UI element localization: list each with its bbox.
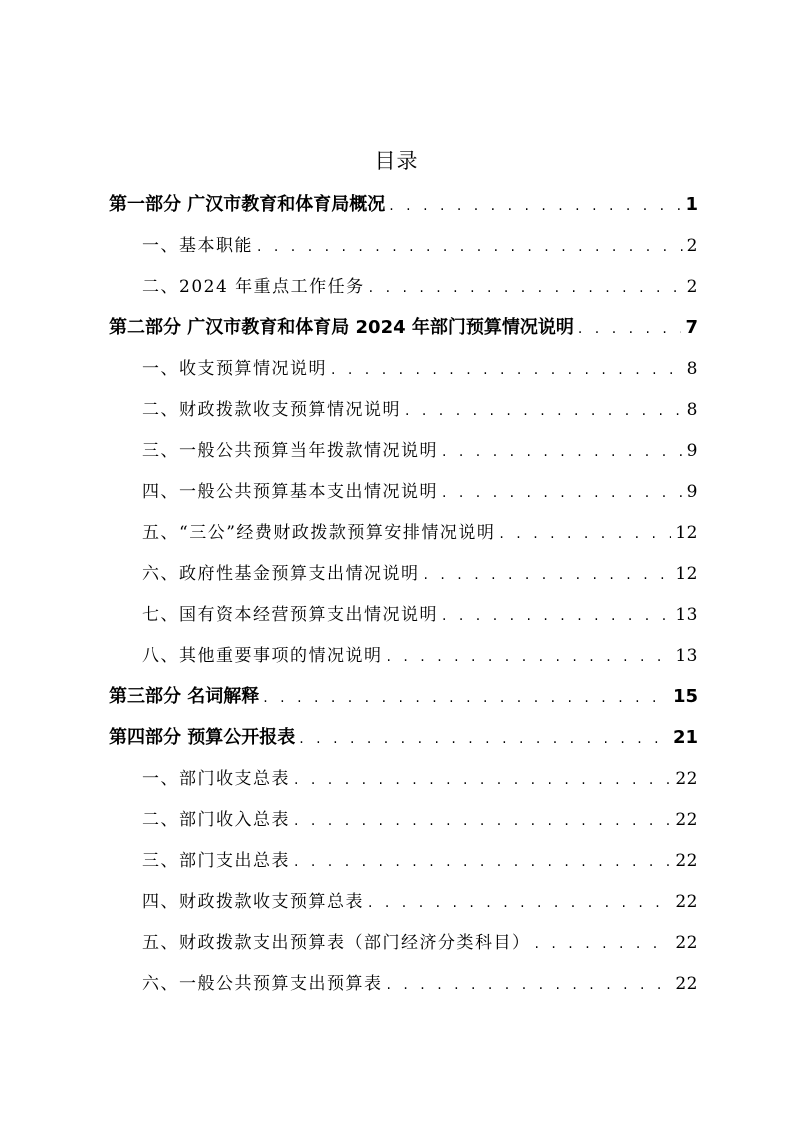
toc-entry-section[interactable] xyxy=(142,518,698,548)
toc-page-number: 13 xyxy=(675,646,698,666)
dot-leader xyxy=(389,191,681,221)
toc-page-number: 21 xyxy=(672,727,698,748)
toc-entry-label: 二、2024 年重点工作任务 xyxy=(142,277,365,297)
toc-entry-label: 一、收支预算情况说明 xyxy=(142,359,327,379)
toc-entry-section[interactable] xyxy=(142,969,698,999)
toc-entry-label: 三、一般公共预算当年拨款情况说明 xyxy=(142,441,438,461)
toc-page-number: 22 xyxy=(675,769,698,789)
toc-entry-section[interactable] xyxy=(142,395,698,425)
toc-entry-label: 六、一般公共预算支出预算表 xyxy=(142,974,383,994)
toc-entry-section[interactable] xyxy=(142,436,698,466)
dot-leader xyxy=(424,560,672,590)
toc-page-number: 12 xyxy=(675,564,698,584)
toc-title: 目录 xyxy=(374,149,419,173)
toc-entry-section[interactable] xyxy=(142,764,698,794)
toc-entry-label: 六、政府性基金预算支出情况说明 xyxy=(142,564,420,584)
toc-entry-section[interactable] xyxy=(142,477,698,507)
toc-page-number: 13 xyxy=(675,605,698,625)
toc-entry-section[interactable] xyxy=(142,805,698,835)
toc-page-number: 22 xyxy=(675,933,698,953)
toc-page-number: 15 xyxy=(672,686,698,707)
toc-entry-label: 二、部门收入总表 xyxy=(142,810,290,830)
toc-page-number: 8 xyxy=(686,359,698,379)
toc-entry-label: 第二部分 广汉市教育和体育局 2024 年部门预算情况说明 xyxy=(109,317,574,338)
toc-entry-part-2[interactable] xyxy=(109,313,698,343)
toc-entry-label: 第四部分 预算公开报表 xyxy=(109,727,296,748)
dot-leader xyxy=(263,683,669,713)
toc-page-number: 9 xyxy=(686,482,698,502)
toc-entry-label: 八、其他重要事项的情况说明 xyxy=(142,646,383,666)
dot-leader xyxy=(499,519,671,549)
toc-entry-label: 七、国有资本经营预算支出情况说明 xyxy=(142,605,438,625)
toc-entry-part-1[interactable] xyxy=(109,190,698,220)
dot-leader xyxy=(578,314,682,344)
toc-page-number: 22 xyxy=(675,851,698,871)
toc-entry-label: 二、财政拨款收支预算情况说明 xyxy=(142,400,401,420)
toc-page-number: 8 xyxy=(686,400,698,420)
dot-leader xyxy=(405,396,683,426)
dot-leader xyxy=(294,806,671,836)
dot-leader xyxy=(299,724,669,754)
toc-entry-label: 三、部门支出总表 xyxy=(142,851,290,871)
toc-page-number: 1 xyxy=(685,194,698,215)
toc-entry-section[interactable] xyxy=(142,887,698,917)
dot-leader xyxy=(535,929,672,959)
dot-leader xyxy=(442,601,671,631)
toc-entry-section[interactable] xyxy=(142,354,698,384)
toc-entry-label: 五、“三公”经费财政拨款预算安排情况说明 xyxy=(142,523,496,543)
toc-entry-section[interactable] xyxy=(142,600,698,630)
toc-entry-label: 第一部分 广汉市教育和体育局概况 xyxy=(109,194,386,215)
toc-entry-section[interactable] xyxy=(142,231,698,261)
toc-entry-label: 五、财政拨款支出预算表（部门经济分类科目） xyxy=(142,933,531,953)
toc-page-number: 2 xyxy=(686,236,698,256)
toc-entry-section[interactable] xyxy=(142,928,698,958)
toc-entry-section[interactable] xyxy=(142,846,698,876)
toc-entry-label: 第三部分 名词解释 xyxy=(109,686,260,707)
dot-leader xyxy=(387,642,672,672)
toc-page-number: 2 xyxy=(686,277,698,297)
toc-page-number: 22 xyxy=(675,974,698,994)
dot-leader xyxy=(331,355,683,385)
toc-page-number: 9 xyxy=(686,441,698,461)
dot-leader xyxy=(442,478,683,508)
toc-entry-label: 四、一般公共预算基本支出情况说明 xyxy=(142,482,438,502)
toc-entry-section[interactable] xyxy=(142,272,698,302)
toc-entry-label: 一、部门收支总表 xyxy=(142,769,290,789)
dot-leader xyxy=(368,888,671,918)
toc-page-number: 7 xyxy=(685,317,698,338)
toc-entry-section[interactable] xyxy=(142,559,698,589)
toc-entry-section[interactable] xyxy=(142,641,698,671)
dot-leader xyxy=(369,273,683,303)
toc-page-number: 22 xyxy=(675,892,698,912)
toc-entry-label: 一、基本职能 xyxy=(142,236,253,256)
toc-page-number: 12 xyxy=(675,523,698,543)
dot-leader xyxy=(387,970,672,1000)
toc-entry-part-3[interactable] xyxy=(109,682,698,712)
toc-page-number: 22 xyxy=(675,810,698,830)
dot-leader xyxy=(294,765,671,795)
dot-leader xyxy=(257,232,683,262)
toc-entry-label: 四、财政拨款收支预算总表 xyxy=(142,892,364,912)
dot-leader xyxy=(294,847,671,877)
toc-entry-part-4[interactable] xyxy=(109,723,698,753)
dot-leader xyxy=(442,437,683,467)
